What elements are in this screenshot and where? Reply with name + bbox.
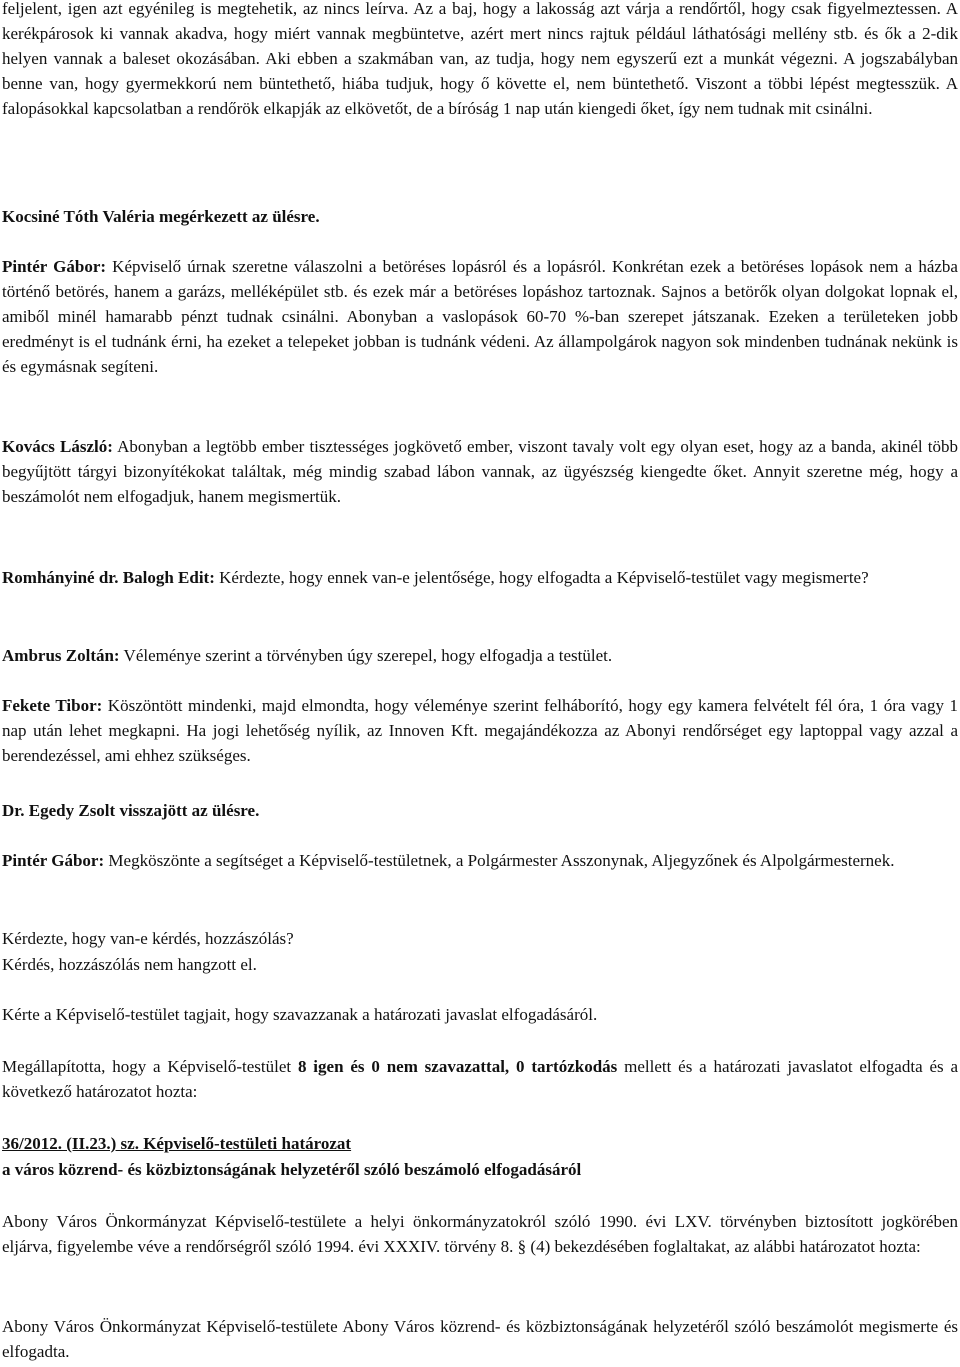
paragraph-ambrus: Ambrus Zoltán: Véleménye szerint a törvényben úgy szerepel, hogy elfogadja a testület.	[2, 646, 613, 665]
speaker-name: Romhányiné dr. Balogh Edit:	[2, 568, 215, 587]
paragraph-kovacs: Kovács László: Abonyban a legtöbb ember tisztességes jogkövető ember, viszont tavaly volt egy olyan eset, hogy az a banda, akinél több begyűjtött tárgyi bizonyítékokat találtak, még mindig szabad lábon vannak, az ügyészség kiengedte őket. Annyit szeretne még, hogy a beszámolót nem elfogadjuk, hanem megismertük.	[2, 437, 958, 506]
speaker-name: Pintér Gábor:	[2, 257, 107, 276]
paragraph-police-report-continued: feljelent, igen azt egyénileg is megtehetik, az nincs leírva. Az a baj, hogy a lakosság azt várja a rendőrtől, hogy csak figyelmeztessen. A kerékpárosok ki vannak akadva, hogy miért vannak megbüntetve, azért mert nincs rajtuk például láthatósági mellény stb. és ők a 2-dik helyen vannak a baleset okozásában. Aki ebben a szakmában van, az tudja, hogy nem egyszerű ezt a munkát végezni. A jogszabályban benne van, hogy gyermekkorú nem büntethető, hiába tudjuk, hogy ő követte el, nem büntethető. Viszont a többi lépést megtesszük. A falopásokkal kapcsolatban a rendőrök elkapják az elkövetőt, de a bíróság 1 nap után kiengedi őket, így nem tudnak mit csinálni.	[2, 0, 958, 118]
vote-count: 8 igen és 0 nem szavazattal, 0 tartózkodás	[297, 1057, 618, 1076]
paragraph-romhanyine: Romhányiné dr. Balogh Edit: Kérdezte, hogy ennek van-e jelentősége, hogy elfogadta a Képviselő-testület vagy megismerte?	[2, 568, 869, 587]
paragraph-fekete: Fekete Tibor: Köszöntött mindenki, majd elmondta, hogy véleménye szerint felháborító, hogy egy kamera felvételt fél óra, 1 óra vagy 1 nap után lehet megkapni. Ha jogi lehetőség nyílik, az Innoven Kft. megajándékozza az Abonyi rendőrséget egy laptoppal vagy azzal a berendezéssel, ami ehhez szükséges.	[2, 696, 958, 765]
speaker-name: Kovács László:	[2, 437, 113, 456]
speaker-name: Ambrus Zoltán:	[2, 646, 120, 665]
paragraph-pinter-1: Pintér Gábor: Képviselő úrnak szeretne válaszolni a betöréses lopásról és a lopásról. Konkrétan ezek a betöréses lopások nem a házba történő betörés, hanem a garázs, melléképület stb. és ezek már a betöréses lopáshoz tartoznak. Sajnos a betörők olyan dolgokat lopnak el, amiből minél hamarabb pénzt tudnak csinálni. Abonyban a vaslopások 60-70 %-ban szerepet játszanak. Ezeken a területeken jobb eredményt is el tudnánk érni, ha ezeket a telepeket jobban is tudnánk védeni. Az állampolgárok nagyon sok mindenben tudnának nekünk is és egymásnak segíteni.	[2, 257, 958, 376]
paragraph-decision: Abony Város Önkormányzat Képviselő-testülete Abony Város közrend- és közbiztonságának helyzetéről szóló beszámolót megismerte és elfogadta.	[2, 1317, 958, 1361]
resolution-number: 36/2012. (II.23.) sz. Képviselő-testületi határozat	[2, 1134, 352, 1153]
note-arrival: Kocsiné Tóth Valéria megérkezett az ülésre.	[2, 207, 320, 226]
resolution-title: a város közrend- és közbiztonságának helyzetéről szóló beszámoló elfogadásáról	[2, 1160, 582, 1179]
vote-result: Megállapította, hogy a Képviselő-testület 8 igen és 0 nem szavazattal, 0 tartózkodás mellett és a határozati javaslatot elfogadta és a következő határozatot hozta:	[2, 1057, 958, 1101]
no-question-line: Kérdés, hozzászólás nem hangzott el.	[2, 955, 257, 974]
question-line: Kérdezte, hogy van-e kérdés, hozzászólás?	[2, 929, 294, 948]
speaker-name: Fekete Tibor:	[2, 696, 103, 715]
speaker-name: Pintér Gábor:	[2, 851, 105, 870]
paragraph-legal-basis: Abony Város Önkormányzat Képviselő-testülete a helyi önkormányzatokról szóló 1990. évi LXV. törvényben biztosított jogkörében eljárva, figyelembe véve a rendőrségről szóló 1994. évi XXXIV. törvény 8. § (4) bekezdésében foglaltakat, az alábbi határozatot hozta:	[2, 1212, 958, 1256]
vote-request: Kérte a Képviselő-testület tagjait, hogy szavazzanak a határozati javaslat elfogadásáról.	[2, 1005, 598, 1024]
paragraph-pinter-2: Pintér Gábor: Megköszönte a segítséget a Képviselő-testületnek, a Polgármester Asszonynak, Aljegyzőnek és Alpolgármesternek.	[2, 851, 895, 870]
note-return: Dr. Egedy Zsolt visszajött az ülésre.	[2, 801, 260, 820]
